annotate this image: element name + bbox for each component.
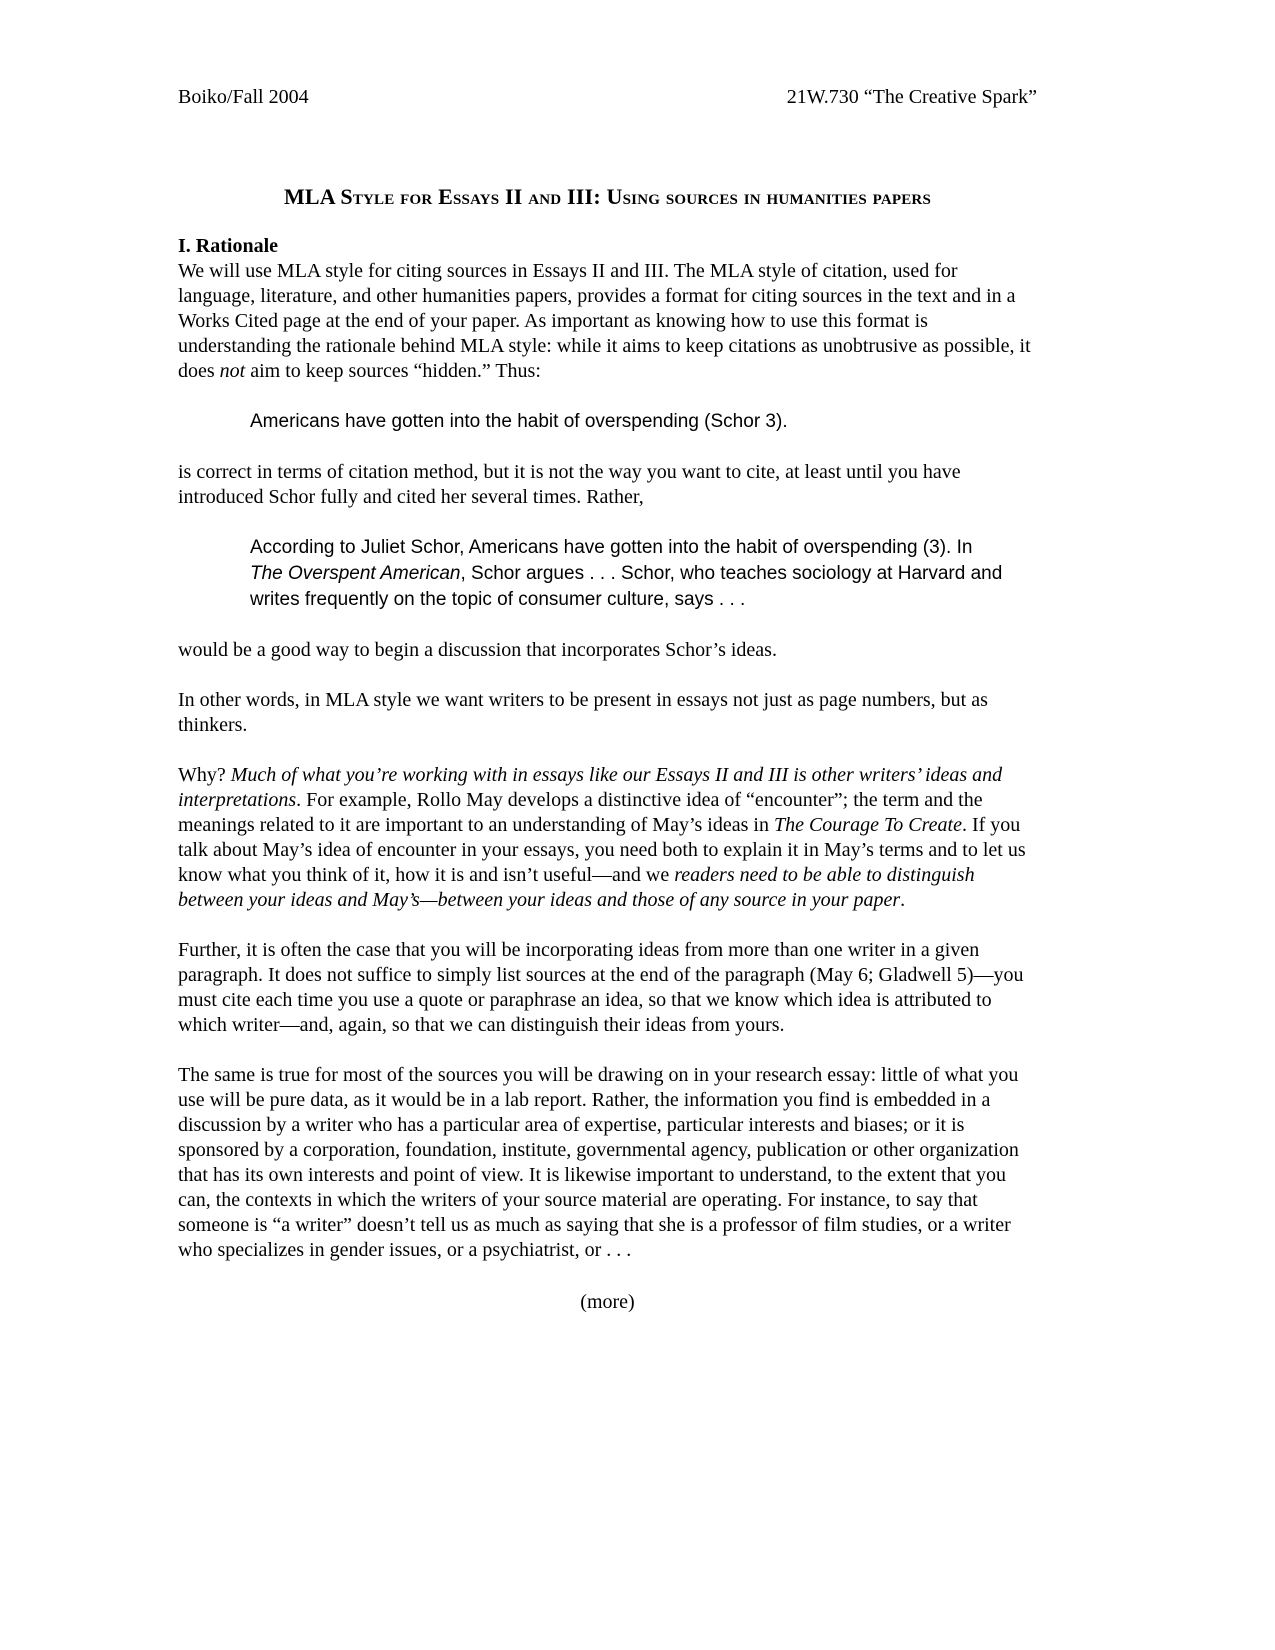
header-author-term: Boiko/Fall 2004: [178, 86, 309, 108]
paragraph-research-sources: The same is true for most of the sources you will be drawing on in your research essay: little of what you use will be pure data, as it would be in a lab report. Rather, the information you find is embedded in a discussion by a writer who has a particular area of expertise, particular interests and biases; or it is sponsored by a corporation, foundation, institute, governmental agency, publication or other organization that has its own interests and point of view. It is likewise important to understand, to the extent that you can, the contexts in which the writers of your source material are operating. For instance, to say that someone is “a writer” doesn’t tell us as much as saying that she is a professor of film studies, or a writer who specializes in gender issues, or a psychiatrist, or . . .: [178, 1064, 1019, 1261]
text-run: aim to keep sources “hidden.” Thus:: [245, 360, 541, 382]
text-run-italic: The Overspent American: [250, 563, 461, 584]
section-heading-rationale: I. Rationale: [178, 235, 278, 257]
text-run-italic: Much of what you’re working with in essays like our Essays II and III is other writers’ ideas and interpretations: [178, 764, 1003, 811]
text-run-italic: readers need to be able to distinguish between your ideas and May’s—between your ideas and those of any source in your paper: [178, 864, 975, 911]
text-run-italic: not: [219, 360, 246, 382]
text-run: , Schor argues . . . Schor, who teaches sociology at Harvard and writes frequently on the topic of consumer culture, says . . .: [250, 563, 1003, 610]
text-run: . If you talk about May’s idea of encounter in your essays, you need both to explain it in May’s terms and to let us know what you think of it, how it is and isn’t useful—and we: [178, 814, 1026, 886]
page-header: [178, 85, 1037, 110]
document-title: MLA Style for Essays II and III: Using sources in humanities papers: [283, 184, 932, 209]
paragraph-good-way-to-begin: would be a good way to begin a discussion that incorporates Schor’s ideas.: [178, 639, 777, 661]
text-run: According to Juliet Schor, Americans have gotten into the habit of overspending (3). In: [250, 537, 973, 558]
paragraph-correct-method: is correct in terms of citation method, but it is not the way you want to cite, at least until you have introduced Schor fully and cited her several times. Rather,: [178, 461, 961, 508]
text-run: . For example, Rollo May develops a distinctive idea of “encounter”; the term and the meanings related to it are important to an understanding of May’s ideas in: [178, 789, 983, 836]
paragraph-further-citing: Further, it is often the case that you will be incorporating ideas from more than one writer in a given paragraph. It does not suffice to simply list sources at the end of the paragraph (May 6; Gladwell 5)—you must cite each time you use a quote or paraphrase an idea, so that we know which idea is attributed to which writer—and, again, so that we can distinguish their ideas from yours.: [178, 939, 1024, 1036]
paragraph-why: [178, 763, 1037, 913]
text-run: Why?: [178, 764, 231, 786]
text-run: .: [900, 889, 906, 911]
paragraph-writers-as-thinkers: In other words, in MLA style we want writers to be present in essays not just as page numbers, but as thinkers.: [178, 689, 988, 736]
page-continuation-marker: (more): [580, 1291, 635, 1313]
paragraph-rationale-intro: [178, 259, 1037, 384]
document-body: [178, 183, 1037, 1315]
example-citation-1: Americans have gotten into the habit of overspending (Schor 3).: [250, 411, 788, 432]
text-run-italic: The Courage To Create: [773, 814, 962, 836]
text-run: We will use MLA style for citing sources in Essays II and III. The MLA style of citation, used for language, literature, and other humanities papers, provides a format for citing sources in the text and in a Works Cited page at the end of your paper. As important as knowing how to use this format is understanding the rationale behind MLA style: while it aims to keep citations as unobtrusive as possible, it does: [178, 260, 1031, 382]
example-citation-2: [250, 535, 1010, 613]
header-course-title: 21W.730 “The Creative Spark”: [786, 86, 1037, 108]
